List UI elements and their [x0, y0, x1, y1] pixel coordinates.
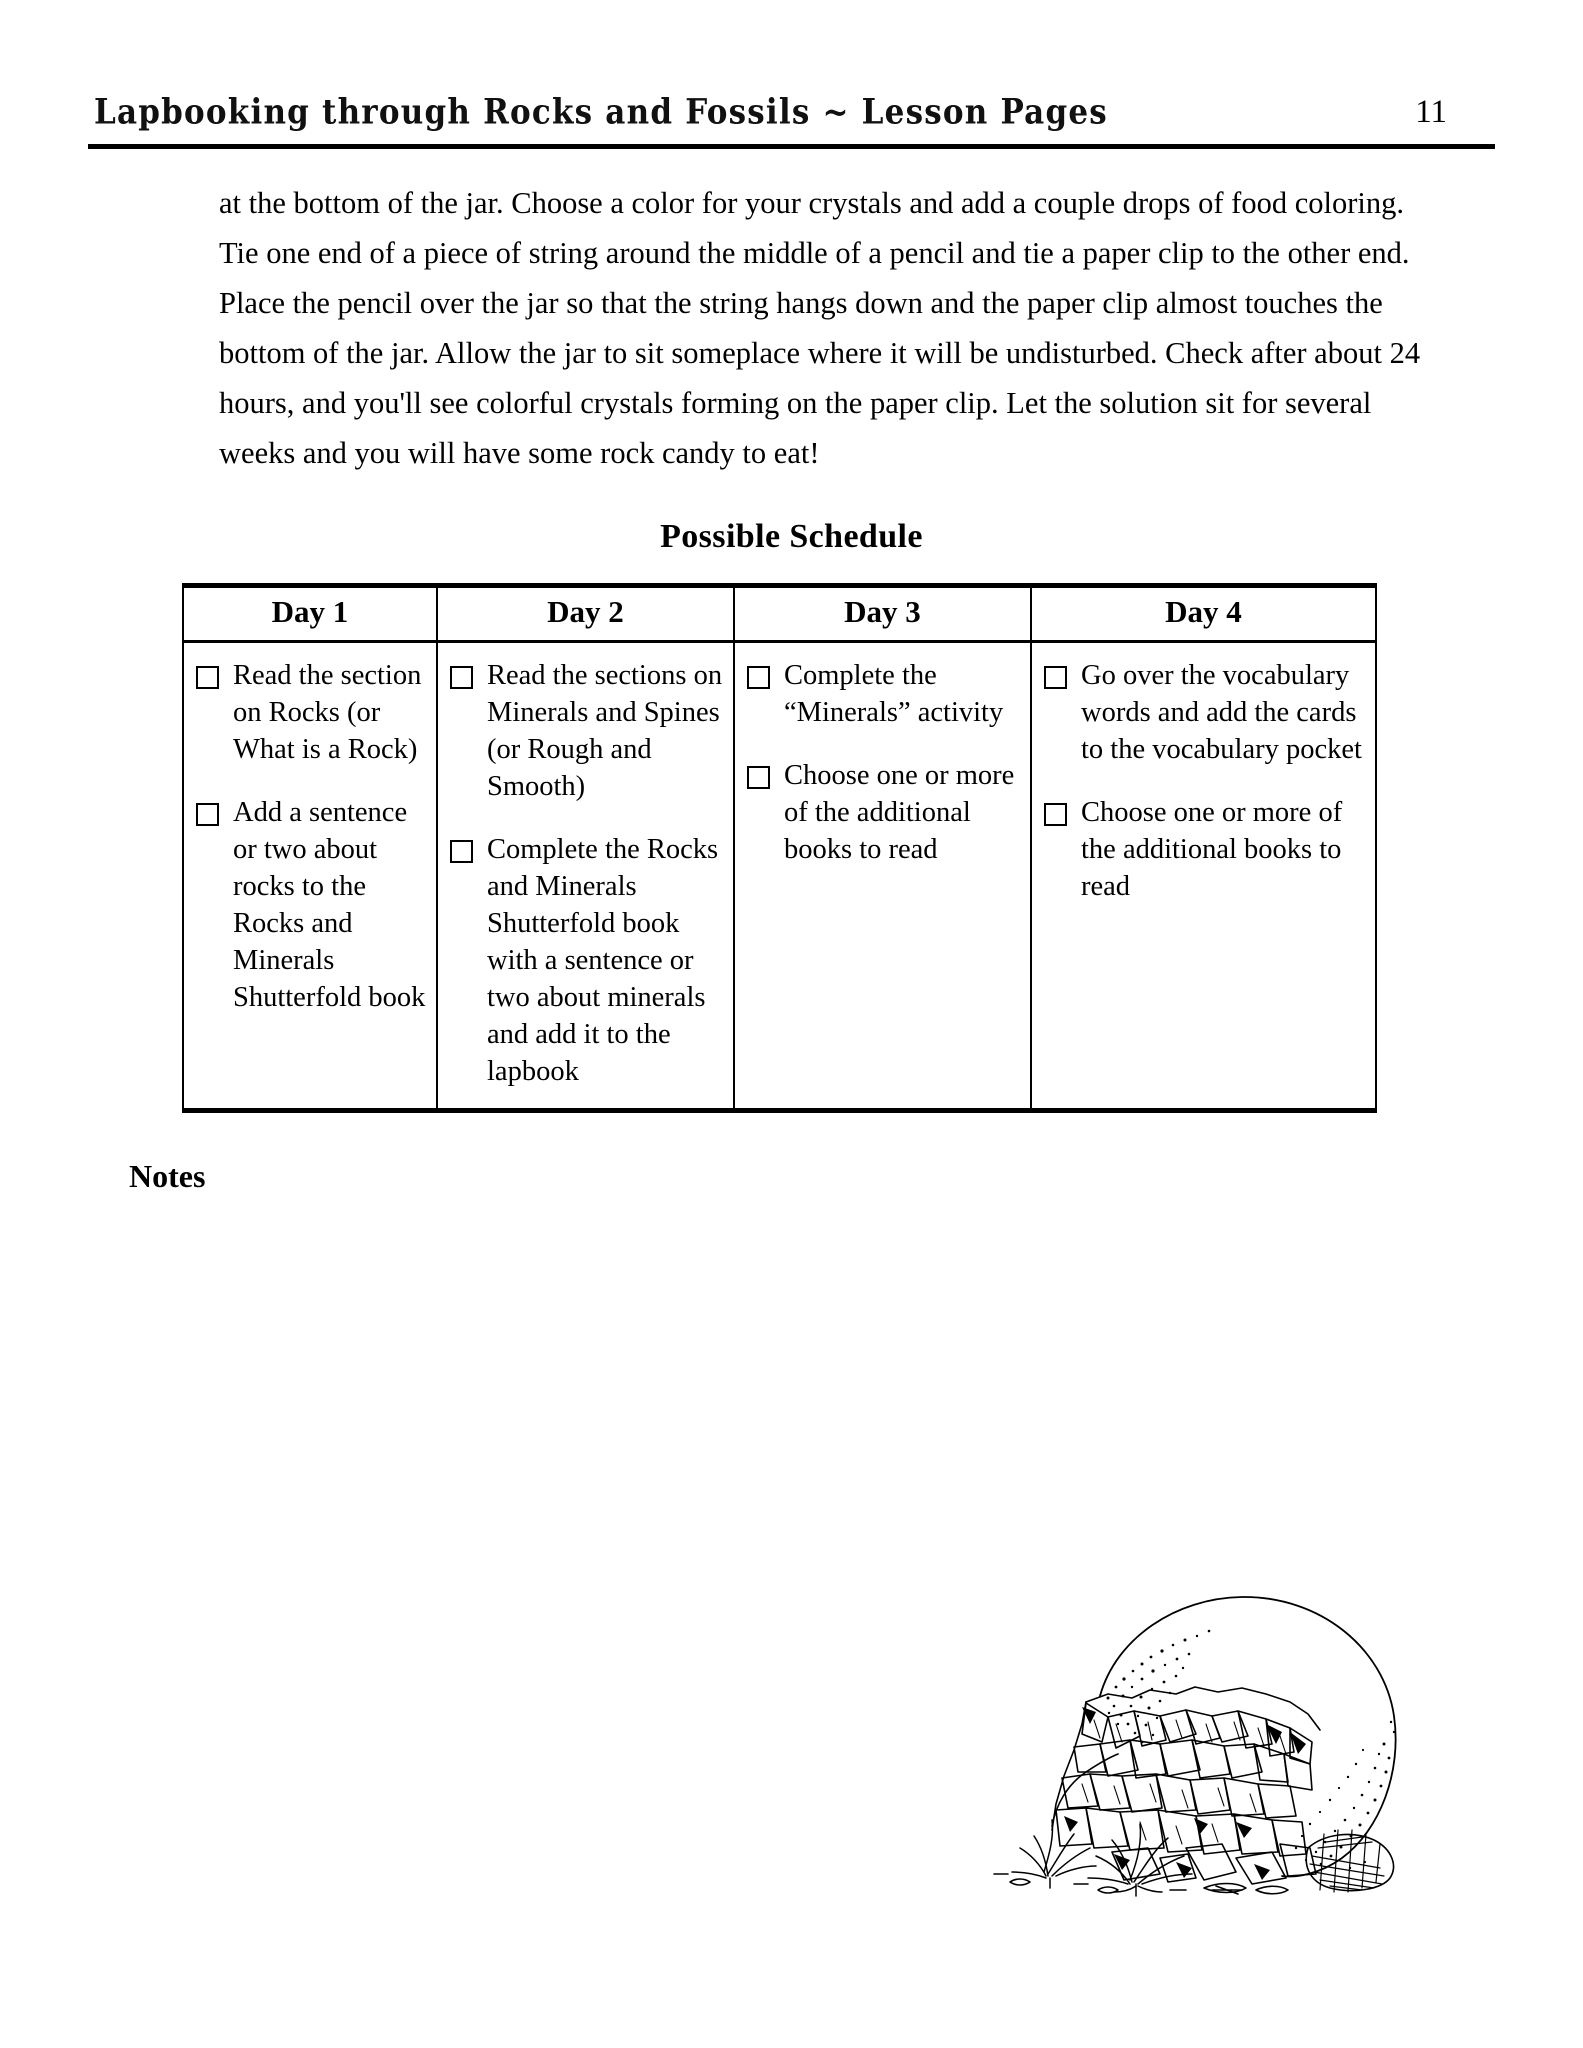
task-label: Complete the Rocks and Minerals Shutterfold book with a sentence or two about minerals and add it to the lapbook [487, 834, 719, 1087]
possible-schedule-table [182, 583, 1377, 1113]
task-item[interactable] [747, 657, 1020, 731]
checkbox-icon[interactable] [196, 803, 219, 826]
checkbox-icon[interactable] [747, 666, 770, 689]
rock-crack-details [1082, 1720, 1286, 1844]
schedule-column-header-day-3: Day 3 [734, 586, 1031, 642]
task-label: Choose one or more of the additional books to read [1081, 797, 1343, 902]
task-item[interactable] [1044, 657, 1365, 768]
rocky-outcrop-drawing [990, 1572, 1410, 1922]
task-item[interactable] [1044, 794, 1365, 905]
task-label: Add a sentence or two about rocks to the Rocks and Minerals Shutterfold book [233, 797, 426, 1013]
task-item[interactable] [196, 794, 426, 1016]
checkbox-icon[interactable] [196, 666, 219, 689]
schedule-cell-day-2 [437, 642, 734, 1111]
task-label: Read the section on Rocks (or What is a Rock) [233, 660, 422, 765]
task-item[interactable] [196, 657, 426, 768]
page-header [88, 92, 1495, 150]
notes-heading: Notes [129, 1158, 206, 1194]
task-list-day-4 [1044, 657, 1365, 905]
schedule-header-row [183, 586, 1376, 642]
checkbox-icon[interactable] [747, 766, 770, 789]
task-label: Read the sections on Minerals and Spines (or Rough and Smooth) [487, 660, 723, 802]
task-item[interactable] [450, 657, 723, 805]
schedule-column-header-day-4: Day 4 [1031, 586, 1376, 642]
checkbox-icon[interactable] [450, 666, 473, 689]
schedule-column-header-day-1: Day 1 [183, 586, 437, 642]
schedule-cell-day-1 [183, 642, 437, 1111]
task-list-day-1 [196, 657, 426, 1016]
hatched-boulder [1306, 1830, 1393, 1892]
grass-tufts-second [1088, 1824, 1192, 1896]
schedule-table-row [183, 642, 1376, 1111]
checkbox-icon[interactable] [450, 840, 473, 863]
schedule-table-body [183, 642, 1376, 1111]
task-item[interactable] [747, 757, 1020, 868]
grass-tufts [1012, 1820, 1096, 1888]
checkbox-icon[interactable] [1044, 666, 1067, 689]
schedule-table-head [183, 586, 1376, 642]
schedule-column-header-day-2: Day 2 [437, 586, 734, 642]
checkbox-icon[interactable] [1044, 803, 1067, 826]
page-header-title: Lapbooking through Rocks and Fossils ~ Lesson Pages [94, 92, 1108, 133]
task-item[interactable] [450, 831, 723, 1090]
possible-schedule-heading: Possible Schedule [660, 518, 923, 555]
rocky-outcrop-icon [990, 1572, 1410, 1922]
body-paragraph: at the bottom of the jar. Choose a color for your crystals and add a couple drops of food coloring. Tie one end of a piece of string around the middle of a pencil and tie a paper clip to the other end. Place the pencil over the jar so that the string hangs down and the paper clip almost touches the bottom of the jar. Allow the jar to sit someplace where it will be undisturbed. Check after about 24 hours, and you'll see colorful crystals forming on the paper clip. Let the solution sit for several weeks and you will have some rock candy to eat! [219, 186, 1421, 470]
task-list-day-3 [747, 657, 1020, 868]
task-label: Complete the “Minerals” activity [784, 660, 1004, 728]
task-label: Go over the vocabulary words and add the cards to the vocabulary pocket [1081, 660, 1362, 765]
task-label: Choose one or more of the additional books to read [784, 760, 1015, 865]
schedule-cell-day-4 [1031, 642, 1376, 1111]
page-number: 11 [1415, 94, 1447, 130]
schedule-cell-day-3 [734, 642, 1031, 1111]
header-divider-rule [88, 144, 1495, 149]
task-list-day-2 [450, 657, 723, 1090]
